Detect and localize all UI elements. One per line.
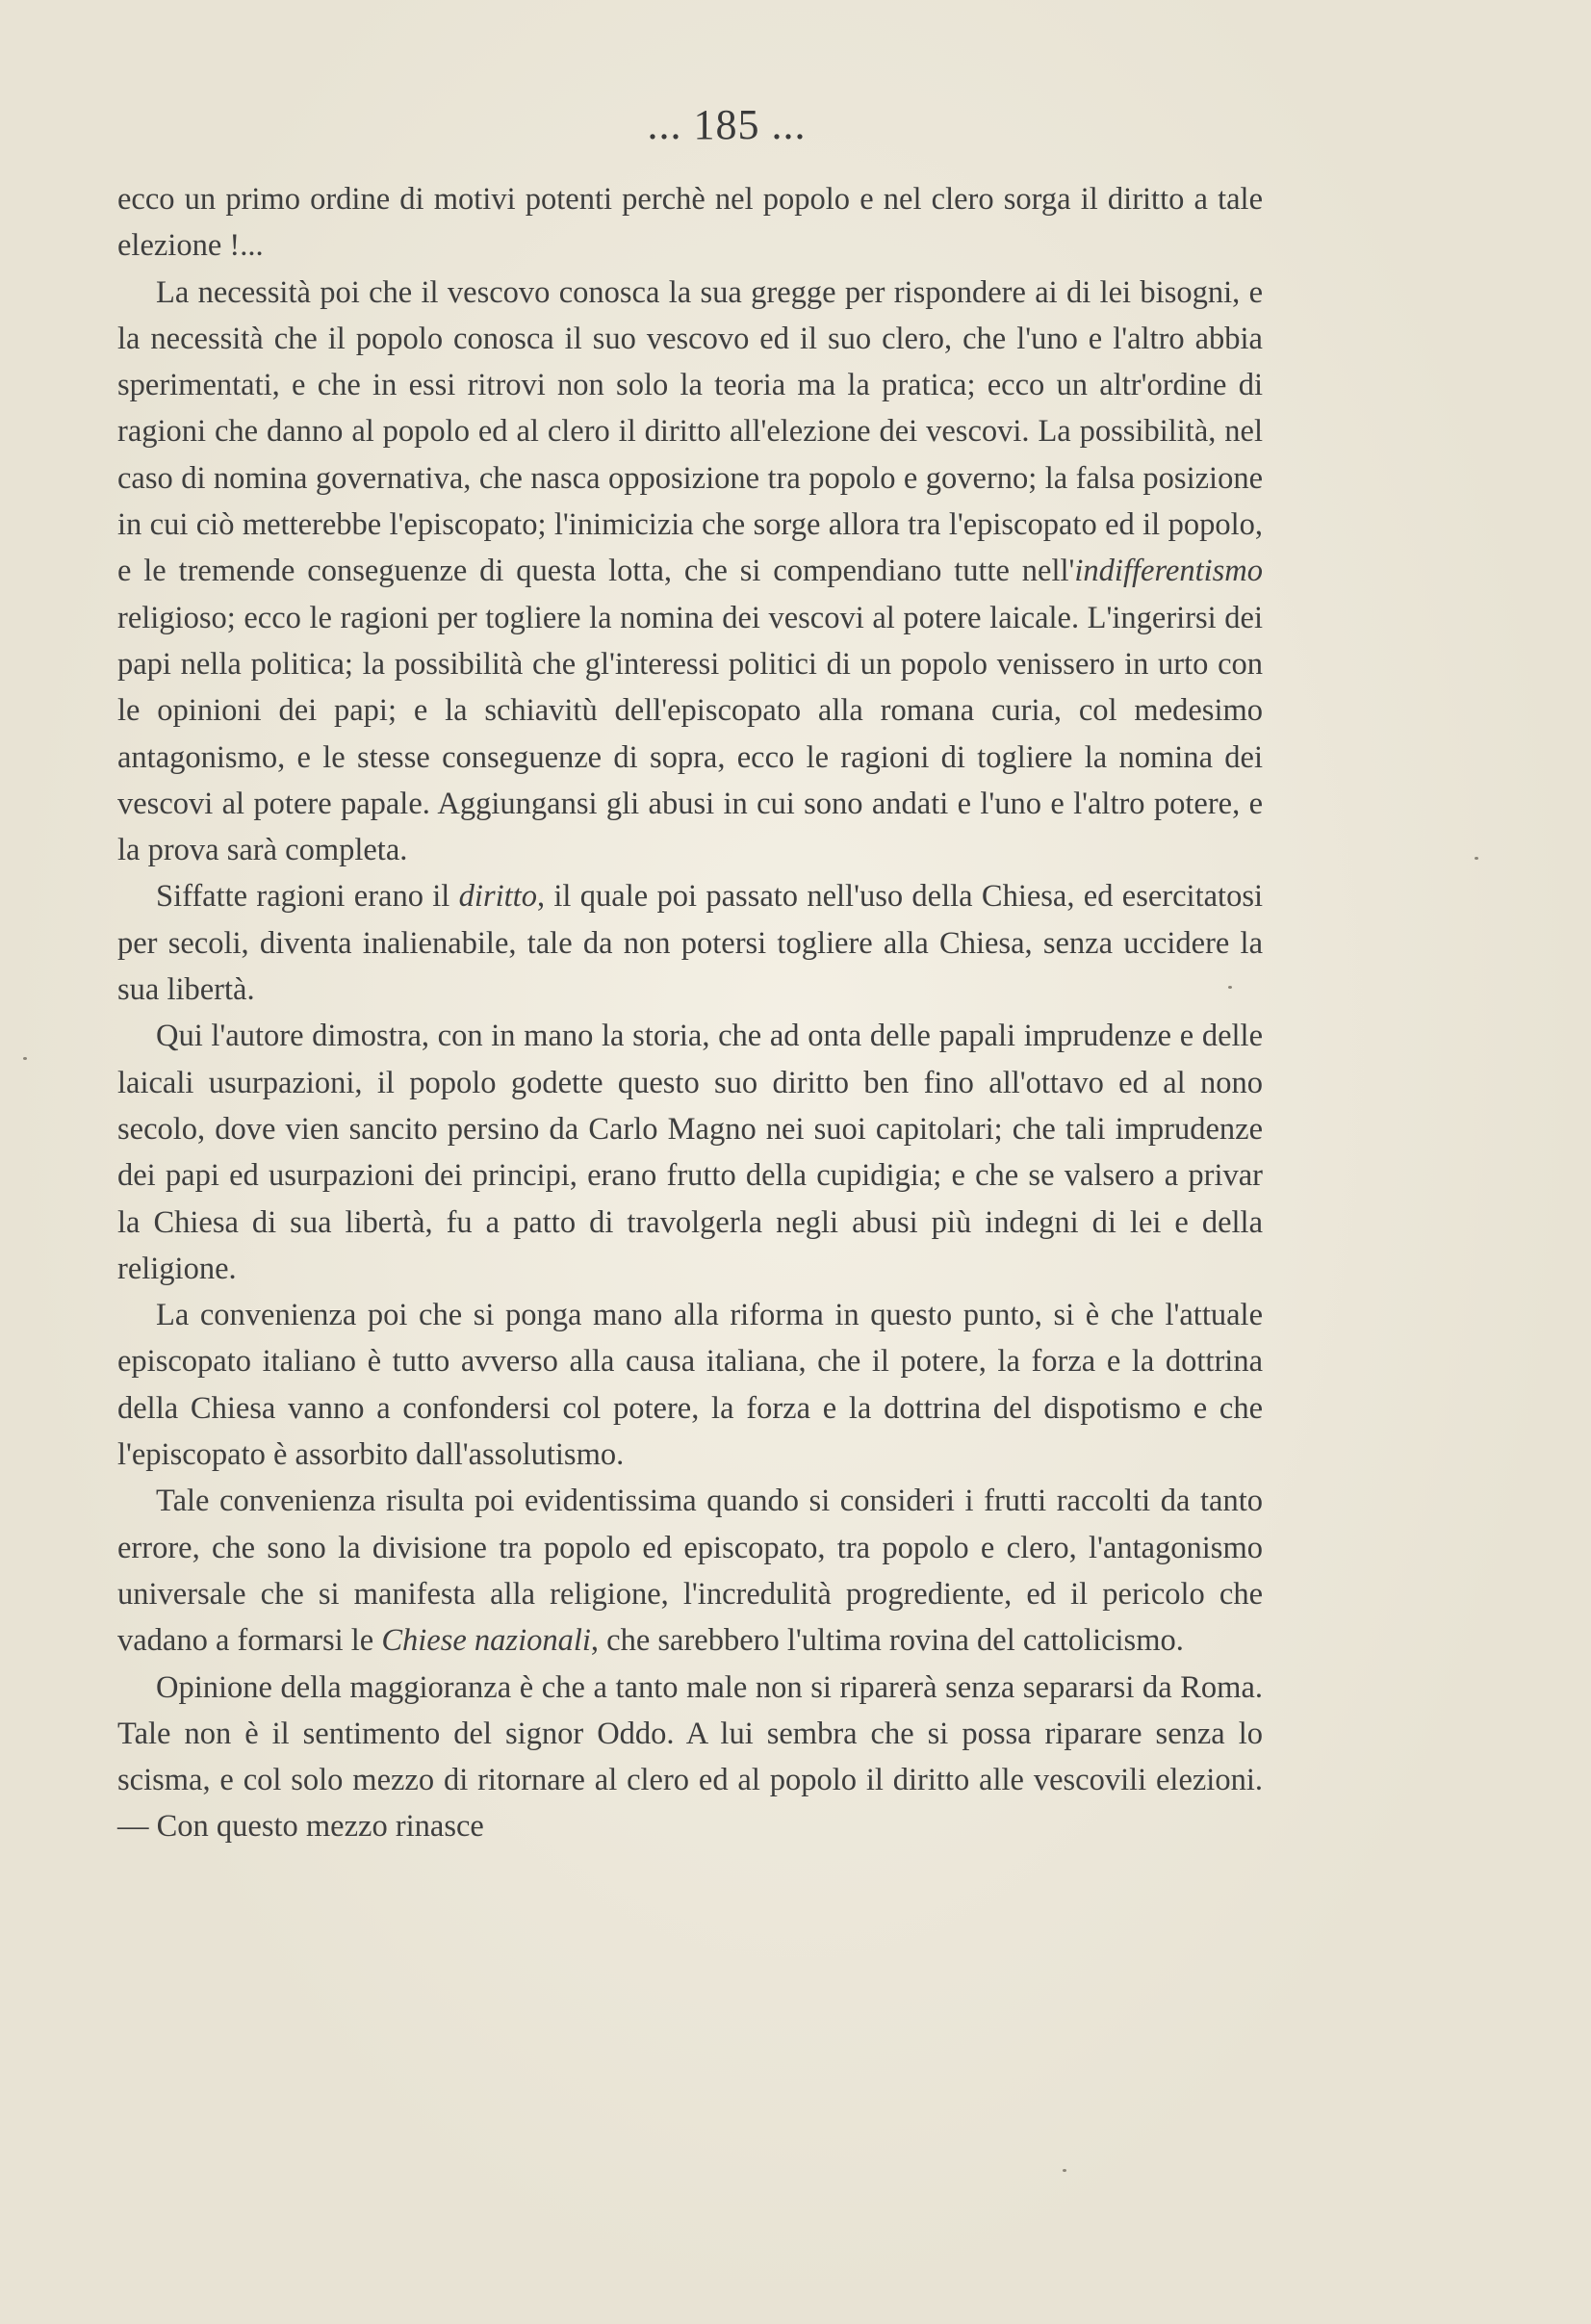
italic-phrase: indifferentismo bbox=[1074, 554, 1263, 589]
paragraph bbox=[117, 1013, 1263, 1292]
text-run: La convenienza poi che si ponga mano alla riforma in questo punto, si è che l'attuale episcopato italiano è tutto avverso alla causa italiana, che il potere, la forza e la dottrina della Chiesa vanno a confondersi col potere, la forza e la dottrina del dispotismo e che l'episcopato è assorbito dall'assolutismo. bbox=[117, 1298, 1263, 1473]
text-run: La necessità poi che il vescovo conosca la sua gregge per rispondere ai di lei bisogni, e la necessità che il popolo conosca il suo vescovo ed il suo clero, che l'uno e l'altro abbia sperimentati, e che in essi ritrovi non solo la teoria ma la pratica; ecco un altr'ordine di ragioni che danno al popolo ed al clero il diritto all'elezione dei vescovi. La possibilità, nel caso di nomina governativa, che nasca opposizione tra popolo e governo; la falsa posizione in cui ciò metterebbe l'episcopato; l'inimicizia che sorge allora tra l'episcopato ed il popolo, e le tremende conseguenze di questa lotta, che si compendiano tutte nell' bbox=[117, 274, 1263, 589]
paper-speck bbox=[1228, 986, 1232, 989]
italic-phrase: Chiese nazionali bbox=[381, 1623, 591, 1659]
text-run: Siffatte ragioni erano il bbox=[156, 879, 459, 915]
text-run: , che sarebbero l'ultima rovina del cattolicismo. bbox=[590, 1623, 1184, 1659]
text-run: ecco un primo ordine di motivi potenti perchè nel popolo e nel clero sorga il diritto a tale elezione !... bbox=[117, 182, 1263, 264]
paragraph bbox=[117, 270, 1263, 874]
paragraph bbox=[117, 873, 1263, 1013]
paragraph bbox=[117, 1478, 1263, 1664]
text-run: religioso; ecco le ragioni per togliere la nomina dei vescovi al potere laicale. L'ingerirsi dei papi nella politica; la possibilità che gl'interessi politici di un popolo venissero in urto con le opinioni dei papi; e la schiavitù dell'episcopato alla romana curia, col medesimo antagonismo, e le stesse conseguenze di sopra, ecco le ragioni di togliere la nomina dei vescovi al potere papale. Aggiungansi gli abusi in cui sono andati e l'uno e l'altro potere, e la prova sarà completa. bbox=[117, 600, 1263, 868]
paragraph bbox=[117, 176, 1263, 270]
paragraph bbox=[117, 1665, 1263, 1850]
paper-speck bbox=[1475, 857, 1478, 860]
italic-phrase: diritto bbox=[458, 879, 537, 915]
paragraph bbox=[117, 1292, 1263, 1478]
page-number: ... 185 ... bbox=[647, 101, 807, 148]
text-run: , il quale poi passato nell'uso della Chiesa, ed esercitatosi per secoli, diventa inalienabile, tale da non potersi togliere alla Chiesa, senza uccidere la sua libertà. bbox=[117, 879, 1263, 1008]
paper-speck bbox=[1063, 2169, 1066, 2172]
paper-speck bbox=[23, 1057, 27, 1060]
body-text bbox=[117, 176, 1263, 1850]
text-run: Tale convenienza risulta poi evidentissima quando si consideri i frutti raccolti da tanto errore, che sono la divisione tra popolo ed episcopato, tra popolo e clero, l'antagonismo universale che si manifesta alla religione, l'incredulità progrediente, ed il pericolo che vadano a formarsi le bbox=[117, 1484, 1263, 1659]
text-run: Opinione della maggioranza è che a tanto male non si riparerà senza separarsi da Roma. Tale non è il sentimento del signor Oddo. A lui sembra che si possa riparare senza lo scisma, e col solo mezzo di ritornare al clero ed al popolo il diritto alle vescovili elezioni. — Con questo mezzo rinasce bbox=[117, 1669, 1263, 1845]
text-run: Qui l'autore dimostra, con in mano la storia, che ad onta delle papali imprudenze e delle laicali usurpazioni, il popolo godette questo suo diritto ben fino all'ottavo ed al nono secolo, dove vien sancito persino da Carlo Magno nei suoi capitolari; che tali imprudenze dei papi ed usurpazioni dei principi, erano frutto della cupidigia; e che se valsero a privar la Chiesa di sua libertà, fu a patto di travolgerla negli abusi più indegni di lei e della religione. bbox=[117, 1019, 1263, 1286]
